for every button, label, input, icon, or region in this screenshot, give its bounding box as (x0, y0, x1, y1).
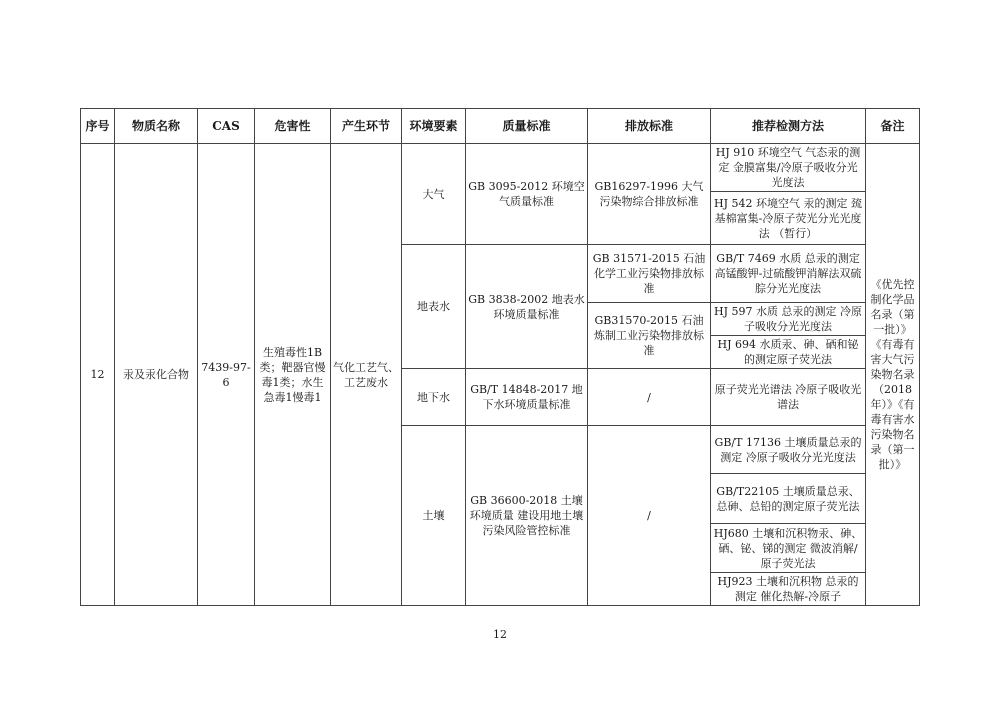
env-element-soil: 土壤 (402, 426, 466, 606)
hazard-cell: 生殖毒性1B类；靶器官慢毒1类；水生急毒1慢毒1 (255, 144, 331, 606)
method-air-2: HJ 542 环境空气 汞的测定 巯基棉富集-冷原子荧光分光光度法 （暂行） (711, 192, 866, 245)
table-row (81, 144, 920, 192)
method-surface-2: HJ 597 水质 总汞的测定 冷原子吸收分光光度法 (711, 303, 865, 336)
substance-cell: 汞及汞化合物 (115, 144, 198, 606)
method-soil-1: GB/T 17136 土壤质量总汞的测定 冷原子吸收分光光度法 (711, 426, 866, 474)
note-cell: 《优先控制化学品名录（第一批）》《有毒有害大气污染物名录（2018年）》《有毒有害水污染物名录（第一批）》 (866, 144, 920, 606)
header-cas: CAS (198, 109, 255, 144)
table-header-row (81, 109, 920, 144)
header-quality-standard: 质量标准 (466, 109, 588, 144)
env-element-ground: 地下水 (402, 369, 466, 426)
header-hazard: 危害性 (255, 109, 331, 144)
header-note: 备注 (866, 109, 920, 144)
header-stage: 产生环节 (331, 109, 402, 144)
emission-surface-2: GB31570-2015 石油炼制工业污染物排放标准 (588, 303, 711, 369)
quality-soil: GB 36600-2018 土壤环境质量 建设用地土壤污染风险管控标准 (466, 426, 588, 606)
pollutant-table (80, 108, 920, 606)
emission-surface-1: GB 31571-2015 石油化学工业污染物排放标准 (588, 245, 711, 303)
method-surface-1: GB/T 7469 水质 总汞的测定 高锰酸钾-过硫酸钾消解法双硫腙分光光度法 (711, 245, 866, 303)
header-seq: 序号 (81, 109, 115, 144)
emission-soil: / (588, 426, 711, 606)
emission-ground: / (588, 369, 711, 426)
quality-air: GB 3095-2012 环境空气质量标准 (466, 144, 588, 245)
method-soil-4: HJ923 土壤和沉积物 总汞的测定 催化热解-冷原子 (711, 573, 866, 606)
method-air-1: HJ 910 环境空气 气态汞的测定 金膜富集/冷原子吸收分光光度法 (711, 144, 866, 192)
method-ground: 原子荧光光谱法 冷原子吸收光谱法 (711, 369, 866, 426)
header-substance: 物质名称 (115, 109, 198, 144)
emission-air: GB16297-1996 大气污染物综合排放标准 (588, 144, 711, 245)
header-emission-standard: 排放标准 (588, 109, 711, 144)
env-element-air: 大气 (402, 144, 466, 245)
method-surface-3: HJ 694 水质汞、砷、硒和铋的测定原子荧光法 (717, 338, 859, 366)
header-env-element: 环境要素 (402, 109, 466, 144)
method-surface-2-3 (711, 303, 866, 369)
method-soil-2: GB/T22105 土壤质量总汞、总砷、总铅的测定原子荧光法 (711, 474, 866, 524)
env-element-surface: 地表水 (402, 245, 466, 369)
cas-cell: 7439-97-6 (198, 144, 255, 606)
header-method: 推荐检测方法 (711, 109, 866, 144)
page-number: 12 (493, 628, 507, 641)
quality-surface: GB 3838-2002 地表水环境质量标准 (466, 245, 588, 369)
seq-cell: 12 (81, 144, 115, 606)
quality-ground: GB/T 14848-2017 地下水环境质量标准 (466, 369, 588, 426)
stage-cell: 气化工艺气、工艺废水 (331, 144, 402, 606)
method-soil-3: HJ680 土壤和沉积物汞、砷、硒、铋、锑的测定 微波消解/原子荧光法 (711, 524, 866, 573)
